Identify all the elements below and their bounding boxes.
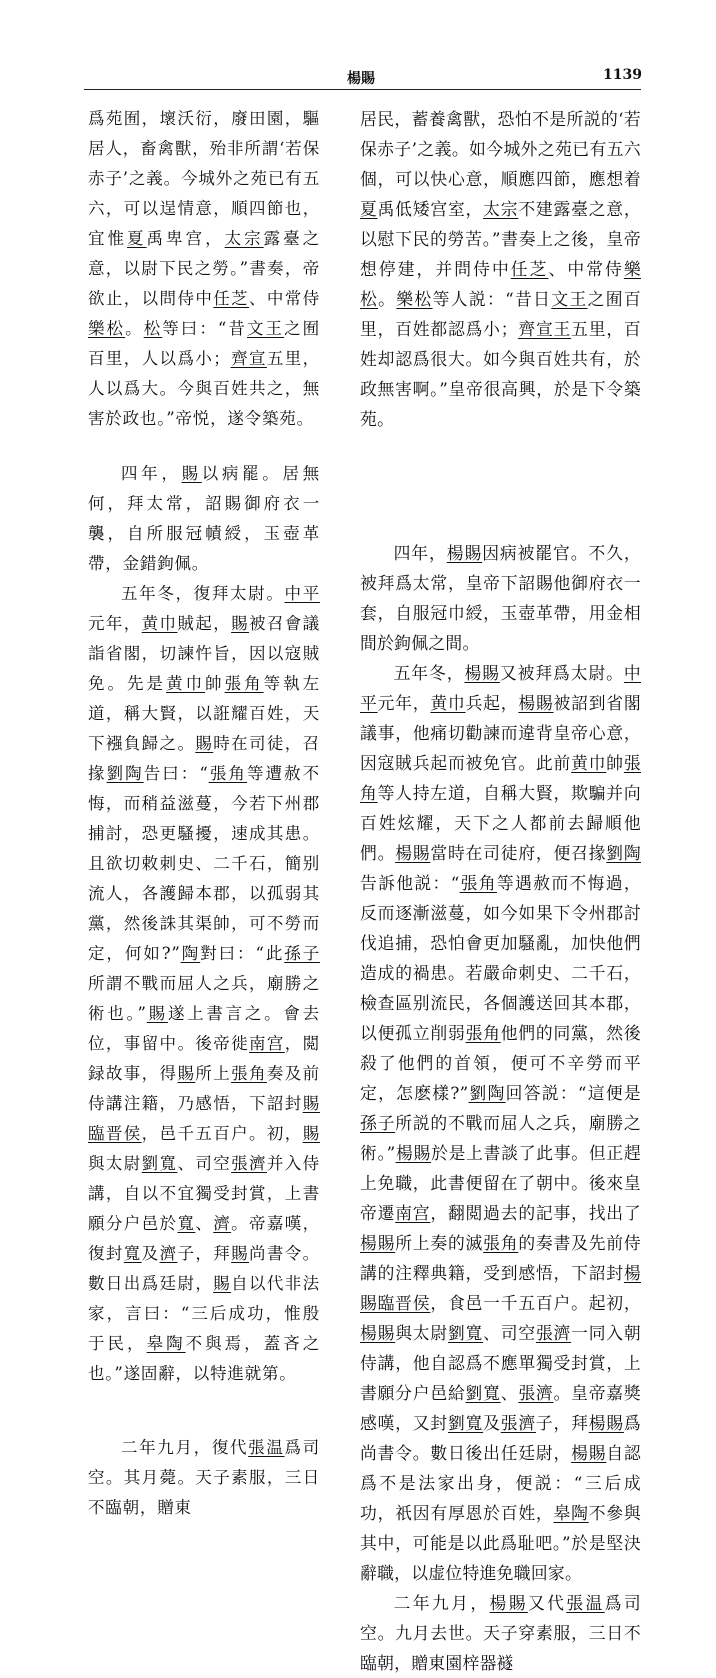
classical-text-column (88, 104, 320, 1523)
header-rule (84, 89, 641, 90)
left-paragraph-2: 四年，賜以病罷。居無何，拜太常，詔賜御府衣一襲，自所服冠幘綬，玉壺革帶，金錯鉤佩。 (88, 464, 320, 573)
right-paragraph-3: 五年冬，楊賜又被拜爲太尉。中平元年，黄巾兵起，楊賜被詔到省閣議事，他痛切勸諫而違背皇帝心意，因寇賊兵起而被免官。此前黄巾帥張角等人持左道，自稱大賢，欺騙并向百姓炫耀，天下之人都前去歸順他們。楊賜當時在司徒府，便召掾劉陶告訴他説：“張角等遇赦而不悔過，反而逐漸滋蔓，如今如果下令州郡討伐追捕，恐怕會更加騷亂，加快他們造成的禍患。若嚴命刺史、二千石，檢查區别流民，各個護送回其本郡，以便孤立削弱張角他們的同黨，然後殺了他們的首領，便可不辛勞而平定，怎麽樣?”劉陶回答説：“這便是孫子所説的不戰而屈人之兵，廟勝之術。”楊賜於是上書談了此事。但正趕上免職，此書便留在了朝中。後來皇帝遷南宫，翻閲過去的記事，找出了楊賜所上奏的滅張角的奏書及先前侍講的注釋典籍，受到感悟，下詔封楊賜臨晋侯，食邑一千五百户。起初，楊賜與太尉劉寬、司空張濟一同入朝侍講，他自認爲不應單獨受封賞，上書願分户邑給劉寬、張濟。皇帝嘉獎感嘆，又封劉寬及張濟子，拜楊賜爲尚書令。數日後出任廷尉，楊賜自認爲不是法家出身，便説：“三后成功，祇因有厚恩於百姓，皋陶不參與其中，可能是以此爲耻吧。”於是堅決辭職，以虚位特進免職回家。 (360, 663, 642, 1583)
right-paragraph-1: 居民，蓄養禽獸，恐怕不是所説的‘若保赤子’之義。如今城外之苑已有五六個，可以快心意，順應四節，應想着夏禹低矮宫室，太宗不建露臺之意，以慰下民的勞苦。”書奏上之後，皇帝想停建，并問侍中任芝、中常侍樂松。樂松等人説：“昔日文王之囿百里，百姓都認爲小；齊宣王五里，百姓却認爲很大。如今與百姓共有，於政無害啊。”皇帝很高興，於是下令築苑。 (360, 109, 642, 429)
left-paragraph-3: 五年冬，復拜太尉。中平元年，黄巾賊起，賜被召會議詣省閣，切諫忤旨，因以寇賊免。先是黄巾帥張角等執左道，稱大賢，以誑耀百姓，天下襁負歸之。賜時在司徒，召掾劉陶告曰：“張角等遭赦不悔，而稍益滋蔓，今若下州郡捕討，恐更騷擾，速成其患。且欲切敕刺史、二千石，簡别流人，各護歸本郡，以孤弱其黨，然後誅其渠帥，可不勞而定，何如?”陶對曰：“此孫子所謂不戰而屈人之兵，廟勝之術也。”賜遂上書言之。會去位，事留中。後帝徙南宫，閲録故事，得賜所上張角奏及前侍講注籍，乃感悟，下詔封賜臨晋侯，邑千五百户。初，賜與太尉劉寬、司空張濟并入侍講，自以不宜獨受封賞，上書願分户邑於寬、濟。帝嘉嘆，復封寬及濟子，拜賜尚書令。數日出爲廷尉，賜自以代非法家，言曰：“三后成功，惟殷于民，皋陶不與焉，蓋吝之也。”遂固辭，以特進就第。 (88, 584, 321, 1383)
translation-column (360, 104, 641, 1678)
left-paragraph-1: 爲苑囿，壞沃衍，廢田園，驅居人，畜禽獸，殆非所謂‘若保赤子’之義。今城外之苑已有五六，可以逞情意，順四節也，宜惟夏禹卑宫，太宗露臺之意，以尉下民之勞。”書奏，帝欲止，以問侍中任芝、中常侍樂松。松等曰：“昔文王之囿百里，人以爲小；齊宣五里，人以爲大。今與百姓共之，無害於政也。”帝悦，遂令築苑。 (88, 109, 320, 428)
right-paragraph-4: 二年九月，楊賜又代張温爲司空。九月去世。天子穿素服，三日不臨朝，贈東園梓器襚 (360, 1593, 641, 1673)
left-paragraph-4: 二年九月，復代張温爲司空。其月薨。天子素服，三日不臨朝，贈東 (88, 1438, 320, 1517)
running-title: 楊賜 (347, 71, 375, 87)
right-paragraph-2: 四年，楊賜因病被罷官。不久，被拜爲太常，皇帝下詔賜他御府衣一套，自服冠巾綬，玉壺革帶，用金相間於鉤佩之間。 (360, 543, 641, 653)
page-number: 1139 (603, 67, 642, 83)
